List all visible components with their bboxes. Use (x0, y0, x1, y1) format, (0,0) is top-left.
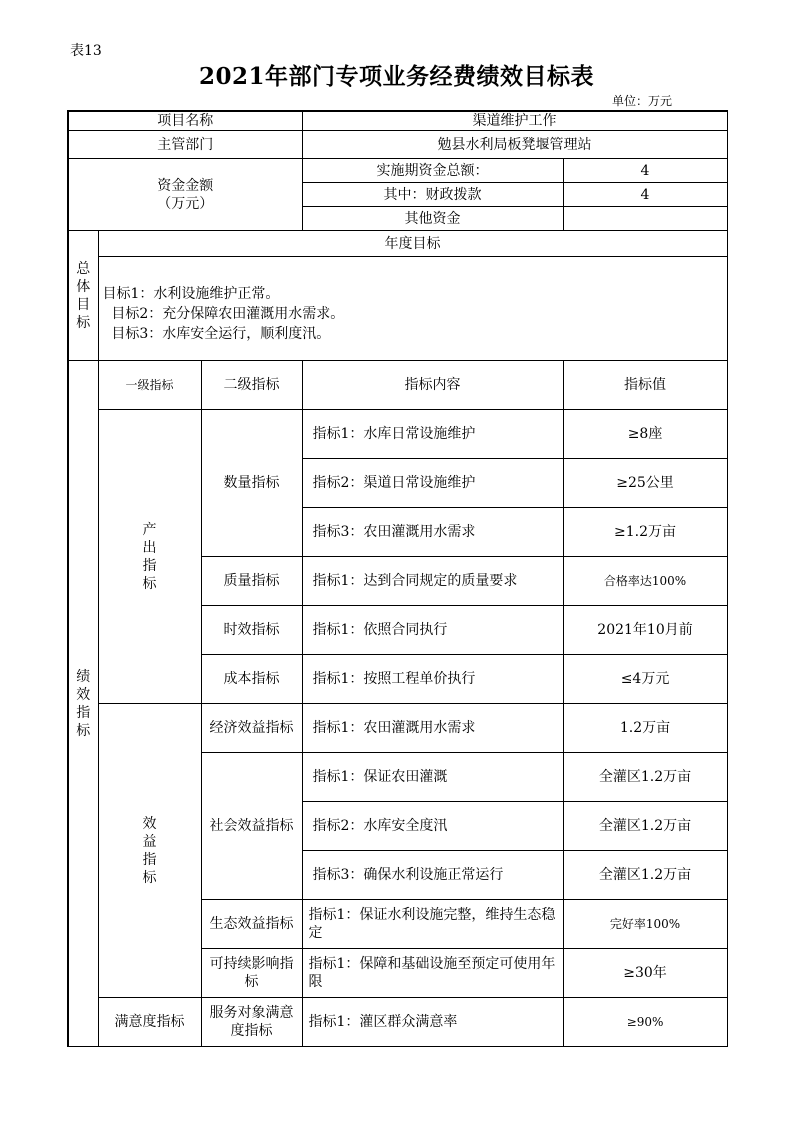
funds-unit-text: （万元） (157, 195, 214, 212)
value-cell: ≥25公里 (563, 459, 727, 508)
header-level2: 二级指标 (201, 361, 302, 410)
funds-label-text: 资金金额 (157, 177, 214, 194)
level2-cell: 质量指标 (201, 557, 302, 606)
content-cell: 指标1：保证水利设施完整，维持生态稳定 (302, 900, 563, 949)
value-cell: ≤4万元 (563, 655, 727, 704)
side-char: 绩 (76, 668, 91, 685)
header-content: 指标内容 (302, 361, 563, 410)
value-cell: ≥1.2万亩 (563, 508, 727, 557)
side-char: 指 (142, 851, 157, 868)
performance-target-table (67, 110, 728, 1047)
value-cell: ≥30年 (563, 949, 727, 998)
side-char: 体 (76, 278, 91, 295)
goal-line-1: 目标1：水利设施维护正常。 (102, 286, 280, 302)
value-cell: 全灌区1.2万亩 (563, 851, 727, 900)
side-char: 益 (142, 833, 157, 850)
goal-line-2: 目标2：充分保障农田灌溉用水需求。 (102, 306, 345, 322)
output-indicator-label (98, 410, 201, 704)
side-char: 标 (76, 722, 91, 739)
level2-cell: 成本指标 (201, 655, 302, 704)
value-cell: ≥90% (563, 998, 727, 1047)
total-funds-value: 4 (563, 159, 727, 183)
content-cell: 指标1：达到合同规定的质量要求 (302, 557, 563, 606)
value-cell: ≥8座 (563, 410, 727, 459)
table-number: 表13 (70, 43, 102, 59)
level2-cell: 可持续影响指标 (201, 949, 302, 998)
effect-indicator-label (98, 704, 201, 998)
performance-indicator-side-label (68, 361, 98, 1047)
page-title: 2021年部门专项业务经费绩效目标表 (198, 63, 594, 90)
level2-cell: 数量指标 (201, 410, 302, 557)
value-cell: 2021年10月前 (563, 606, 727, 655)
content-cell: 指标3：农田灌溉用水需求 (302, 508, 563, 557)
department-label: 主管部门 (68, 131, 302, 159)
side-char: 指 (142, 557, 157, 574)
header-value: 指标值 (563, 361, 727, 410)
value-cell: 全灌区1.2万亩 (563, 802, 727, 851)
content-cell: 指标2：水库安全度汛 (302, 802, 563, 851)
header-level1: 一级指标 (98, 361, 201, 410)
annual-goal-header: 年度目标 (98, 231, 727, 257)
level2-cell: 服务对象满意度指标 (201, 998, 302, 1047)
other-funds-value (563, 207, 727, 231)
total-funds-label: 实施期资金总额： (302, 159, 563, 183)
side-char: 标 (76, 314, 91, 331)
content-cell: 指标3：确保水利设施正常运行 (302, 851, 563, 900)
side-char: 产 (142, 521, 157, 538)
satisfaction-indicator-label: 满意度指标 (98, 998, 201, 1047)
content-cell: 指标1：保证农田灌溉 (302, 753, 563, 802)
side-char: 效 (142, 815, 157, 832)
goal-line-3: 目标3：水库安全运行，顺利度汛。 (102, 326, 331, 342)
side-char: 标 (142, 869, 157, 886)
level2-cell: 社会效益指标 (201, 753, 302, 900)
content-cell: 指标1：农田灌溉用水需求 (302, 704, 563, 753)
content-cell: 指标2：渠道日常设施维护 (302, 459, 563, 508)
funds-label (68, 159, 302, 231)
side-char: 效 (76, 686, 91, 703)
annual-goal-content (98, 257, 727, 361)
overall-goal-side-label (68, 231, 98, 361)
content-cell: 指标1：水库日常设施维护 (302, 410, 563, 459)
side-char: 目 (76, 296, 91, 313)
content-cell: 指标1：灌区群众满意率 (302, 998, 563, 1047)
level2-cell: 生态效益指标 (201, 900, 302, 949)
content-cell: 指标1：依照合同执行 (302, 606, 563, 655)
content-cell: 指标1：按照工程单价执行 (302, 655, 563, 704)
side-char: 标 (142, 575, 157, 592)
value-cell: 1.2万亩 (563, 704, 727, 753)
unit-label: 单位：万元 (612, 94, 673, 108)
fiscal-funds-value: 4 (563, 183, 727, 207)
other-funds-label: 其他资金 (302, 207, 563, 231)
department-value: 勉县水利局板凳堰管理站 (302, 131, 727, 159)
value-cell: 全灌区1.2万亩 (563, 753, 727, 802)
level2-cell: 时效指标 (201, 606, 302, 655)
project-name-value: 渠道维护工作 (302, 111, 727, 131)
content-cell: 指标1：保障和基础设施至预定可使用年限 (302, 949, 563, 998)
project-name-label: 项目名称 (68, 111, 302, 131)
side-char: 出 (142, 539, 157, 556)
level2-cell: 经济效益指标 (201, 704, 302, 753)
side-char: 指 (76, 704, 91, 721)
side-char: 总 (76, 260, 91, 277)
value-cell: 合格率达100% (563, 557, 727, 606)
value-cell: 完好率100% (563, 900, 727, 949)
fiscal-funds-label: 其中：财政拨款 (302, 183, 563, 207)
